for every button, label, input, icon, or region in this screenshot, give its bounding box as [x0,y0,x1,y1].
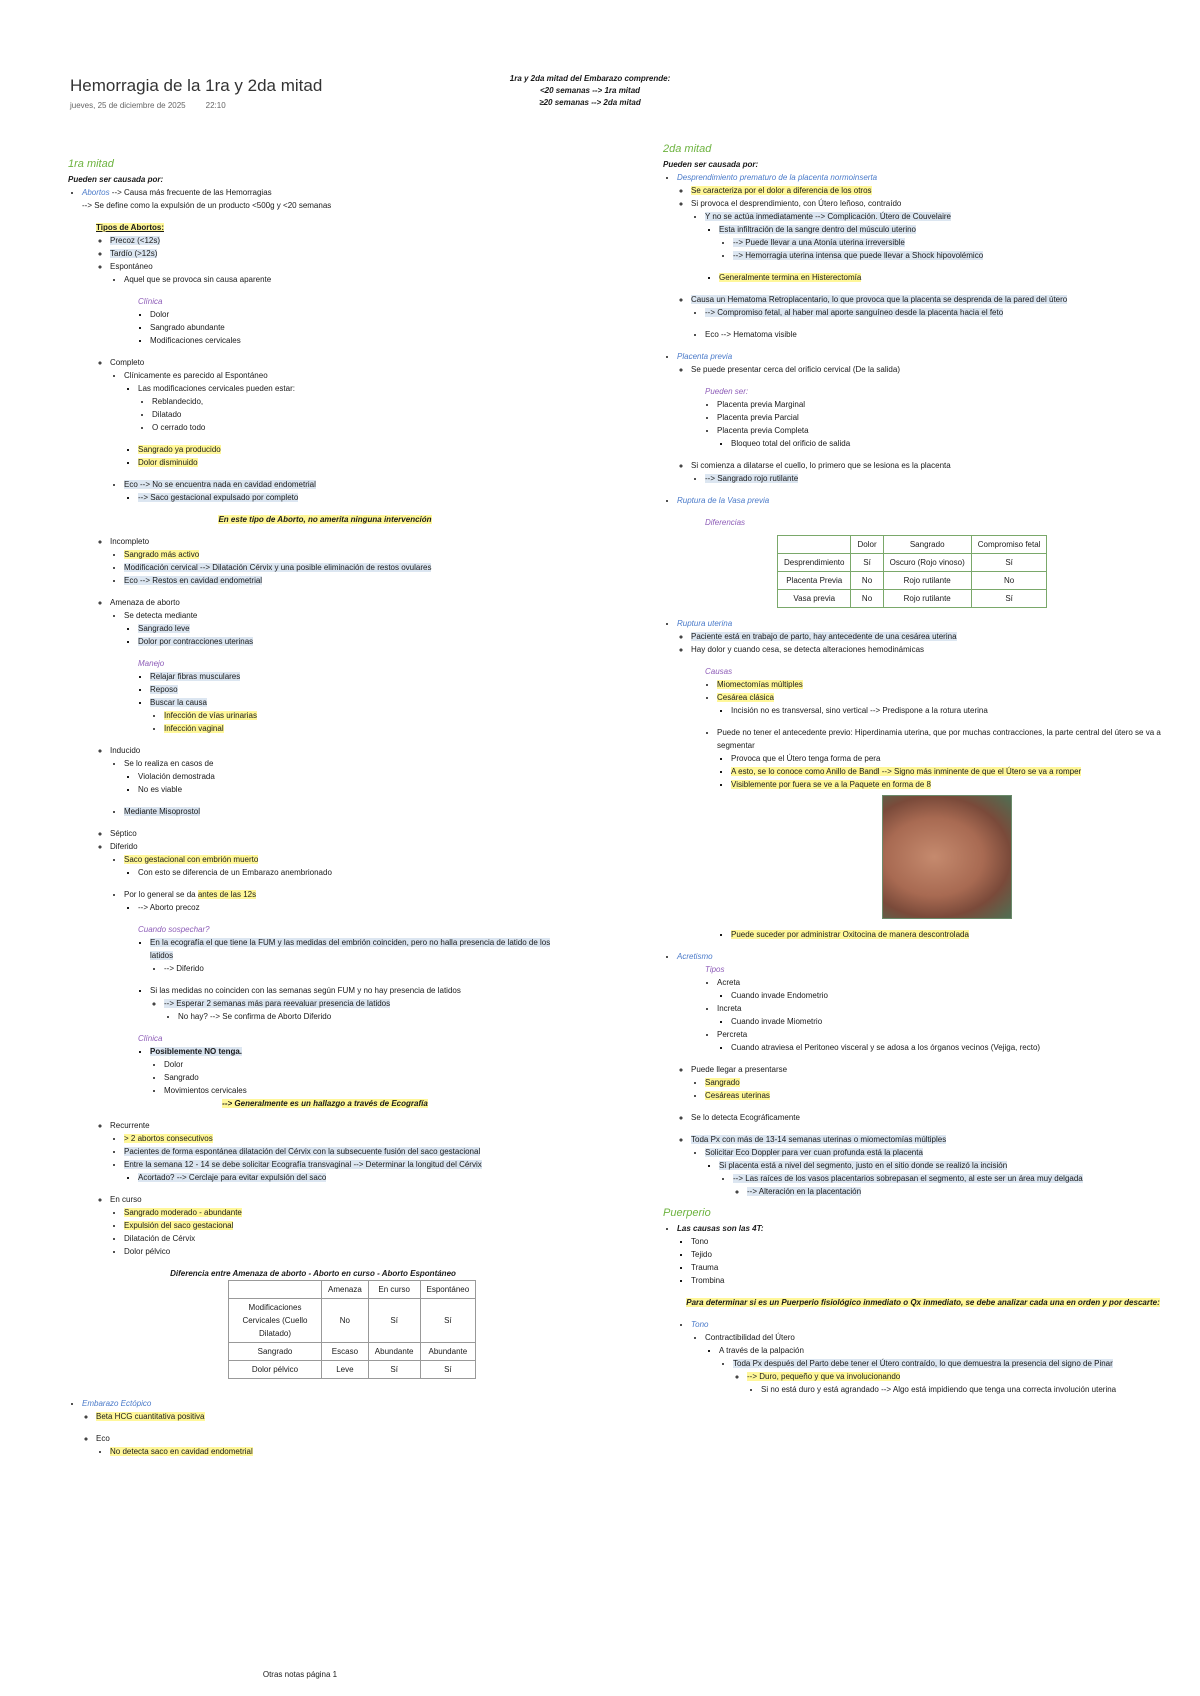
table-cell: Sí [368,1361,420,1379]
list-text: Aquel que se provoca sin causa aparente [124,275,272,284]
list-item [150,936,570,975]
list-item [138,635,598,648]
list-item [138,491,598,504]
list-item [717,726,1197,941]
list-text: Sangrado leve [138,624,190,633]
note: --> Generalmente es un hallazgo a través de Ecografía [222,1099,428,1108]
table-cell: Sí [420,1361,476,1379]
list-text: --> Duro, pequeño y que va involucionando [747,1372,901,1381]
list-item [150,696,598,735]
list-text: A esto, se lo conoce como Anillo de Bandl --> Signo más inminente de que el Útero se va a romper [731,767,1082,776]
list-item: ▪ Cuando invade Miometrio [731,1015,1193,1028]
table-cell: Sí [851,554,883,572]
list-item [677,617,1193,941]
list-item [731,778,1197,791]
list-text: Miomectomías múltiples [717,680,803,689]
list-text: Relajar fibras musculares [150,672,241,681]
subheading: Pueden ser: [705,387,749,396]
table-cell: Sí [420,1299,476,1343]
list-text: Recurrente [110,1121,150,1130]
list-item [138,443,598,456]
table-cell: Sí [971,554,1047,572]
table-cell: Abundante [368,1343,420,1361]
subheading: Manejo [138,659,165,668]
list-item: • No hay? --> Se confirma de Aborto Diferido [178,1010,570,1023]
list-text: Generalmente termina en Histerectomía [719,273,862,282]
list-text: Diferido [110,842,138,851]
topic-label: Ruptura uterina [677,619,733,628]
uterus-photo [882,795,1012,919]
list-item [124,1132,598,1145]
table-row [229,1361,476,1379]
list-item [719,1159,1193,1198]
list-item [82,186,598,212]
list-text: Cesáreas uterinas [705,1091,770,1100]
list-text: Entre la semana 12 - 14 se debe solicitar Ecografía transvaginal --> Determinar la longitud del Cérvix [124,1160,482,1169]
list-item [705,1146,1193,1198]
list-text: Clínicamente es parecido al Espontáneo [124,371,268,380]
list-item [110,1193,598,1258]
list-item [124,548,598,561]
list-item [719,271,1193,284]
list-text: Toda Px con más de 13-14 semanas uterinas o miomectomías múltiples [691,1135,947,1144]
list-item [691,1318,1181,1396]
list-text: Infección vaginal [164,724,224,733]
list-item [731,765,1197,778]
list-item: ▪ No es viable [138,783,598,796]
list-text: --> Hemorragia uterina intensa que puede llevar a Shock hipovolémico [733,251,984,260]
subheading: Cuando sospechar? [138,925,210,934]
list-text: Pacientes de forma espontánea dilatación del Cérvix con la subsecuente fusión del saco gestacional [124,1147,481,1156]
list-text: Dolor disminuido [138,458,198,467]
list-item [717,1028,1193,1054]
list-item [124,1206,598,1219]
table-cell: Oscuro (Rojo vinoso) [883,554,971,572]
placenta-table [777,535,1047,608]
list-item: ▪ Cuando invade Endometrio [731,989,1193,1002]
list-item [110,356,598,526]
right-column [663,143,1193,1396]
list-item: ◦ Séptico [110,827,598,840]
list-item: • Dolor [164,1058,598,1071]
list-item [677,1222,1193,1287]
topic-label: Desprendimiento prematuro de la placenta normoinserta [677,173,878,182]
list-text: Visiblemente por fuera se ve a la Paquete en forma de 8 [731,780,931,789]
list-item [124,805,598,818]
list-text: Amenaza de aborto [110,598,180,607]
section-heading: Puerperio [663,1207,711,1219]
list-item [110,596,598,735]
list-text: Percreta [717,1030,748,1039]
list-text: Las causas son las 4T: [677,1224,764,1233]
table-cell: Rojo rutilante [883,572,971,590]
list-item [719,1344,1181,1396]
table-cell: Sangrado [883,536,971,554]
table-cell: Rojo rutilante [883,590,971,608]
table-cell: En curso [368,1281,420,1299]
list-item [705,1089,1193,1102]
list-item [110,1119,598,1184]
list-text: Toda Px después del Parto debe tener el Útero contraído, lo que demuestra la presencia del signo de Pinar [733,1359,1113,1368]
list-item: ◦ Hay dolor y cuando cesa, se detecta alteraciones hemodinámicas [691,643,1193,656]
list-item [705,210,1193,284]
list-text: Placenta previa Completa [717,426,809,435]
top-note [470,73,710,109]
list-item [733,1357,1181,1396]
list-text: Completo [110,358,145,367]
section-heading: 1ra mitad [68,158,114,170]
list-item [677,350,1193,485]
list-text: Sangrado más activo [124,550,200,559]
list-item [747,1370,1181,1396]
list-item [124,574,598,587]
list-text: --> Compromiso fetal, al haber mal aporte sanguíneo desde la placenta hacia el feto [705,308,1004,317]
list-item [124,888,598,914]
list-text: > 2 abortos consecutivos [124,1134,213,1143]
list-text: Si comienza a dilatarse el cuello, lo primero que se lesiona es la placenta [691,461,951,470]
list-text: --> Esperar 2 semanas más para reevaluar presencia de latidos [164,999,391,1008]
list-text: Solicitar Eco Doppler para ver cuan profunda está la placenta [705,1148,923,1157]
table-cell: Modificaciones Cervicales (Cuello Dilatado) [229,1299,322,1343]
table-cell [778,536,851,554]
table-cell: Vasa previa [778,590,851,608]
list-text: --> Causa más frecuente de las Hemorragias [109,188,272,197]
list-item: • Dilatación de Cérvix [124,1232,598,1245]
subheading: Diferencias [705,518,746,527]
list-item [150,670,598,683]
table-row [229,1299,476,1343]
list-item [691,1063,1193,1102]
top-note-line: ≥20 semanas --> 2da mitad [539,98,641,107]
topic-label: Acretismo [677,952,713,961]
left-column [68,158,598,1458]
topic-label: Placenta previa [677,352,733,361]
list-text: Si las medidas no coinciden con las semanas según FUM y no hay presencia de latidos [150,986,461,995]
list-text: Puede suceder por administrar Oxitocina de manera descontrolada [731,930,969,939]
list-item [677,950,1193,1198]
list-item: ▪ Trombina [691,1274,1193,1287]
list-item: • Dolor pélvico [124,1245,598,1258]
list-text: En curso [110,1195,142,1204]
list-item: ▪ Con esto se diferencia de un Embarazo anembrionado [138,866,598,879]
list-item [82,1397,598,1458]
list-item [717,976,1193,1002]
list-item: ▪ --> Aborto precoz [138,901,598,914]
list-text: Causa un Hematoma Retroplacentario, lo que provoca que la placenta se desprenda de la pared del útero [691,295,1068,304]
list-item: ▪ Modificaciones cervicales [150,334,598,347]
table-cell: Sí [368,1299,420,1343]
list-text: Modificación cervical --> Dilatación Cérvix y una posible eliminación de restos ovulares [124,563,432,572]
list-item: • Si no está duro y está agrandado --> Algo está impidiendo que tenga una correcta involución uterina [761,1383,1181,1396]
list-item [691,197,1193,284]
list-item [110,744,598,818]
table-cell: Compromiso fetal [971,536,1047,554]
section-heading: 2da mitad [663,143,712,155]
list-item [150,1045,598,1097]
list-item: ▪ Tono [691,1235,1193,1248]
list-text: Reposo [150,685,178,694]
list-text: En la ecografía el que tiene la FUM y las medidas del embrión coinciden, pero no halla presencia de latido de los latidos [150,938,551,960]
table-cell: Leve [322,1361,369,1379]
list-text: Mediante Misoprostol [124,807,201,816]
list-text: Infección de vías urinarias [164,711,257,720]
list-item [677,171,1193,341]
list-item: • O cerrado todo [152,421,598,434]
list-item [124,853,598,879]
list-item: • Placenta previa Parcial [717,411,1193,424]
note: En este tipo de Aborto, no amerita ninguna intervención [218,515,432,524]
list-item: • Dilatado [152,408,598,421]
top-note-line: 1ra y 2da mitad del Embarazo comprende: [509,74,671,83]
topic-label: Embarazo Ectópico [82,1399,152,1408]
list-text: Si provoca el desprendimiento, con Útero leñoso, contraído [691,199,902,208]
list-text: Buscar la causa [150,698,207,707]
list-item: ◦ Se lo detecta Ecográficamente [691,1111,1193,1124]
list-text: Increta [717,1004,742,1013]
list-item: ▪ Trauma [691,1261,1193,1274]
list-item [138,382,598,434]
list-item [705,1331,1181,1396]
subheading: Tipos [705,965,725,974]
list-item [733,249,1193,262]
list-item [705,1076,1193,1089]
list-text: Inducido [110,746,141,755]
subheading: Clínica [138,1034,163,1043]
subheading: Pueden ser causada por: [663,160,759,169]
abortion-table [228,1280,476,1379]
list-item: ◦ Se puede presentar cerca del orificio cervical (De la salida) [691,363,1193,376]
list-item [124,1145,598,1158]
table-cell: Escaso [322,1343,369,1361]
list-text: Sangrado [705,1078,740,1087]
list-text: Expulsión del saco gestacional [124,1221,234,1230]
date-text: jueves, 25 de diciembre de 2025 [70,101,186,110]
table-cell: No [971,572,1047,590]
list-text: Esta infiltración de la sangre dentro del músculo uterino [719,225,916,234]
list-item [677,494,1193,608]
list-item [717,1002,1193,1028]
list-item [110,535,598,587]
list-item [124,1158,598,1184]
list-item [138,456,598,469]
list-text: Se caracteriza por el dolor a diferencia de los otros [691,186,872,195]
list-item [691,630,1193,643]
list-item [124,478,598,504]
list-text: Acreta [717,978,741,987]
list-text: Puede no tener el antecedente previo: Hiperdinamia uterina, que por muchas contracciones, la parte central del útero se va a segmentar [717,728,1161,750]
list-item [691,1133,1193,1198]
list-text: Espontáneo [110,262,153,271]
list-text: Eco [96,1434,110,1443]
list-text: Acortado? --> Cerclaje para evitar expulsión del saco [138,1173,327,1182]
list-text: A través de la palpación [719,1346,804,1355]
list-text: Sangrado ya producido [138,445,221,454]
list-item [96,1432,598,1458]
table-row [229,1343,476,1361]
list-text: --> Sangrado rojo rutilante [705,474,799,483]
subheading: Clínica [138,297,163,306]
page-footer: Otras notas página 1 [262,1670,338,1679]
list-text: antes de las 12s [197,890,257,899]
list-item [110,260,598,347]
list-item: • Placenta previa Marginal [717,398,1193,411]
list-text: Beta HCG cuantitativa positiva [96,1412,205,1421]
table-cell: Sangrado [229,1343,322,1361]
list-item: ▪ Sangrado abundante [150,321,598,334]
list-item [733,1172,1193,1198]
table-cell: Placenta Previa [778,572,851,590]
list-item: • Movimientos cervicales [164,1084,598,1097]
list-item [124,369,598,469]
subheading: Tipos de Abortos: [96,223,164,232]
list-text: Se lo realiza en casos de [124,759,214,768]
table-row [778,554,1047,572]
top-note-line: <20 semanas --> 1ra mitad [539,86,641,95]
table-cell: Desprendimiento [778,554,851,572]
list-item: ▪ Violación demostrada [138,770,598,783]
list-item [110,840,598,1110]
table-cell: Espontáneo [420,1281,476,1299]
list-item [705,472,1193,485]
table-row [778,590,1047,608]
list-item: • Sangrado [164,1071,598,1084]
list-text: --> Puede llevar a una Atonía uterina irreversible [733,238,905,247]
page-title: Hemorragia de la 1ra y 2da mitad [70,76,323,95]
list-text: Incompleto [110,537,150,546]
list-item: ▪ Provoca que el Útero tenga forma de pera [731,752,1197,765]
list-item: • --> Diferido [164,962,570,975]
table-header-row [778,536,1047,554]
list-text: No detecta saco en cavidad endometrial [110,1447,253,1456]
list-text: Si placenta está a nivel del segmento, justo en el sitio donde se realizó la incisión [719,1161,1008,1170]
subheading: Causas [705,667,733,676]
list-text: Las modificaciones cervicales pueden estar: [138,384,295,393]
list-item [164,997,570,1023]
list-item [733,236,1193,249]
list-item: • Eco --> Hematoma visible [705,328,1193,341]
topic-label: Ruptura de la Vasa previa [677,496,770,505]
list-item [717,424,1193,450]
list-item [110,1445,598,1458]
list-text: --> Saco gestacional expulsado por completo [138,493,299,502]
list-item: ▪ Dolor [150,308,598,321]
list-item [150,683,598,696]
list-item [138,622,598,635]
table-cell: No [851,572,883,590]
list-text: Saco gestacional con embrión muerto [124,855,259,864]
table-cell: Abundante [420,1343,476,1361]
list-item: ▪ Cuando atraviesa el Peritoneo visceral y se adosa a los órganos vecinos (Vejiga, recto) [731,1041,1193,1054]
table-row [778,572,1047,590]
list-text: Y no se actúa inmediatamente --> Complicación. Útero de Couvelaire [705,212,951,221]
list-item: ▪ Bloqueo total del orificio de salida [731,437,1193,450]
list-text: Paciente está en trabajo de parto, hay antecedente de una cesárea uterina [691,632,957,641]
list-text: Posiblemente NO tenga. [150,1047,243,1056]
page-date [70,101,226,110]
list-item: ▪ Tejido [691,1248,1193,1261]
list-text: Contractibilidad del Útero [705,1333,795,1342]
table-cell: Sí [971,590,1047,608]
list-text: Se detecta mediante [124,611,198,620]
table-cell: No [322,1299,369,1343]
note: Para determinar si es un Puerperio fisiológico inmediato o Qx inmediato, se debe analizar cada una en orden y por descarte: [686,1298,1160,1307]
list-text: Cesárea clásica [717,693,774,702]
list-text: --> Se define como la expulsión de un producto <500g y <20 semanas [82,201,332,210]
list-text: Por lo general se da [124,890,198,899]
topic-label: Abortos [82,188,110,197]
list-item [110,234,598,247]
list-item [150,984,570,1023]
list-item [124,609,598,648]
table-title: Diferencia entre Amenaza de aborto - Aborto en curso - Aborto Espontáneo [170,1269,456,1278]
list-text: Eco --> Restos en cavidad endometrial [124,576,263,585]
list-item [717,691,1197,717]
list-text: Tardío (>12s) [110,249,158,258]
list-item [164,709,598,722]
list-text: --> Alteración en la placentación [747,1187,862,1196]
list-item [717,678,1197,691]
list-text: Precoz (<12s) [110,236,161,245]
list-item [747,1185,1193,1198]
table-cell: No [851,590,883,608]
list-item [731,928,1197,941]
list-item [110,247,598,260]
list-item: ▪ Incisión no es transversal, sino vertical --> Predispone a la rotura uterina [731,704,1197,717]
table-cell: Dolor [851,536,883,554]
list-item [691,184,1193,197]
topic-label: Tono [691,1320,709,1329]
table-cell [229,1281,322,1299]
list-text: Puede llegar a presentarse [691,1065,788,1074]
list-item [138,1171,598,1184]
list-item [124,561,598,574]
list-item [124,273,598,286]
list-text: Eco --> No se encuentra nada en cavidad endometrial [124,480,316,489]
list-item [691,293,1193,341]
list-item [96,1410,598,1423]
list-text: Sangrado moderado - abundante [124,1208,242,1217]
subheading: Pueden ser causada por: [68,175,164,184]
list-item [691,459,1193,485]
list-text: Dolor por contracciones uterinas [138,637,254,646]
list-item: • Reblandecido, [152,395,598,408]
table-header-row [229,1281,476,1299]
list-item [124,1219,598,1232]
list-item [124,757,598,796]
table-cell: Dolor pélvico [229,1361,322,1379]
list-item [164,722,598,735]
list-item [719,223,1193,262]
list-text: --> Las raíces de los vasos placentarios sobrepasan el segmento, al este ser un área muy delgada [733,1174,1083,1183]
table-cell: Amenaza [322,1281,369,1299]
list-item [705,306,1193,319]
time-text: 22:10 [205,101,226,110]
